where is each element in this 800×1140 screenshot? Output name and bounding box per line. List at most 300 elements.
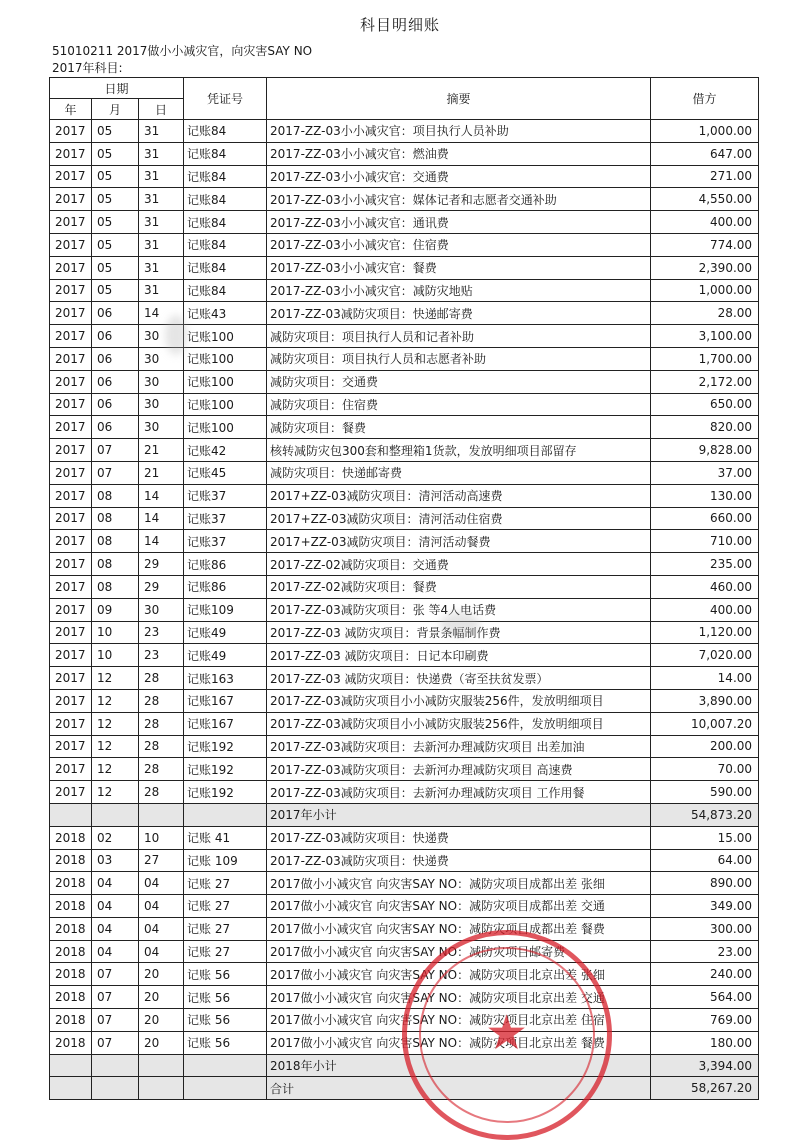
cell-month: 04 [92, 872, 139, 895]
cell-month: 05 [92, 165, 139, 188]
cell-summary: 减防灾项目：交通费 [267, 370, 651, 393]
cell-debit: 1,000.00 [651, 279, 759, 302]
cell-month: 09 [92, 598, 139, 621]
table-row [50, 461, 759, 484]
cell-voucher: 记账 56 [184, 1009, 267, 1032]
cell-debit: 235.00 [651, 553, 759, 576]
table-row [50, 325, 759, 348]
table-row [50, 530, 759, 553]
cell-day: 14 [139, 302, 184, 325]
table-row [50, 393, 759, 416]
table-row [50, 575, 759, 598]
cell-year: 2017 [50, 142, 92, 165]
cell-day: 04 [139, 917, 184, 940]
cell-summary: 2017-ZZ-03小小减灾官：减防灾地贴 [267, 279, 651, 302]
cell-debit: 70.00 [651, 758, 759, 781]
cell-month [92, 1054, 139, 1077]
cell-summary: 2017-ZZ-03小小减灾官：通讯费 [267, 211, 651, 234]
cell-year: 2017 [50, 439, 92, 462]
cell-summary: 2017-ZZ-03减防灾项目：去新河办理减防灾项目 出差加油 [267, 735, 651, 758]
cell-debit: 650.00 [651, 393, 759, 416]
cell-day: 20 [139, 963, 184, 986]
cell-debit: 271.00 [651, 165, 759, 188]
table-row [50, 165, 759, 188]
cell-summary: 合计 [267, 1077, 651, 1100]
cell-month: 05 [92, 188, 139, 211]
cell-summary: 2017-ZZ-03小小减灾官：媒体记者和志愿者交通补助 [267, 188, 651, 211]
header-summary: 摘要 [267, 78, 651, 120]
cell-debit: 54,873.20 [651, 803, 759, 826]
cell-voucher: 记账 56 [184, 963, 267, 986]
cell-month: 06 [92, 416, 139, 439]
cell-year: 2017 [50, 120, 92, 143]
page-title: 科目明细账 [359, 16, 440, 34]
cell-voucher: 记账167 [184, 712, 267, 735]
cell-month: 06 [92, 347, 139, 370]
cell-voucher: 记账 109 [184, 849, 267, 872]
cell-summary: 2017做小小减灾官 向灾害SAY NO：减防灾项目北京出差 交通 [267, 986, 651, 1009]
table-row [50, 484, 759, 507]
cell-year [50, 1077, 92, 1100]
cell-voucher: 记账49 [184, 644, 267, 667]
cell-debit: 2,390.00 [651, 256, 759, 279]
cell-year: 2018 [50, 826, 92, 849]
cell-year: 2017 [50, 689, 92, 712]
cell-month: 07 [92, 461, 139, 484]
cell-summary: 减防灾项目：项目执行人员和记者补助 [267, 325, 651, 348]
cell-month: 07 [92, 1009, 139, 1032]
cell-debit: 14.00 [651, 667, 759, 690]
cell-voucher: 记账 56 [184, 986, 267, 1009]
cell-day: 10 [139, 826, 184, 849]
cell-month: 07 [92, 986, 139, 1009]
cell-year: 2018 [50, 895, 92, 918]
cell-year: 2017 [50, 256, 92, 279]
cell-voucher: 记账84 [184, 256, 267, 279]
cell-voucher: 记账 27 [184, 895, 267, 918]
cell-month: 08 [92, 484, 139, 507]
table-row [50, 940, 759, 963]
cell-summary: 2017-ZZ-03减防灾项目：去新河办理减防灾项目 高速费 [267, 758, 651, 781]
total-row [50, 1077, 759, 1100]
cell-debit: 400.00 [651, 211, 759, 234]
cell-debit: 647.00 [651, 142, 759, 165]
cell-month: 08 [92, 530, 139, 553]
table-row [50, 689, 759, 712]
cell-month: 06 [92, 370, 139, 393]
cell-month: 06 [92, 302, 139, 325]
cell-day: 30 [139, 325, 184, 348]
cell-voucher: 记账109 [184, 598, 267, 621]
cell-month [92, 803, 139, 826]
cell-year: 2017 [50, 302, 92, 325]
cell-month: 12 [92, 735, 139, 758]
cell-year: 2017 [50, 575, 92, 598]
cell-summary: 减防灾项目：住宿费 [267, 393, 651, 416]
cell-month: 06 [92, 325, 139, 348]
cell-debit: 820.00 [651, 416, 759, 439]
red-seal-stamp [402, 930, 612, 1140]
cell-debit: 3,394.00 [651, 1054, 759, 1077]
cell-year: 2017 [50, 461, 92, 484]
table-row [50, 553, 759, 576]
cell-voucher: 记账45 [184, 461, 267, 484]
cell-summary: 2017-ZZ-02减防灾项目：餐费 [267, 575, 651, 598]
cell-day: 30 [139, 347, 184, 370]
cell-debit: 590.00 [651, 781, 759, 804]
cell-day: 31 [139, 279, 184, 302]
cell-day: 14 [139, 484, 184, 507]
cell-year: 2017 [50, 188, 92, 211]
cell-debit: 130.00 [651, 484, 759, 507]
cell-year [50, 1054, 92, 1077]
cell-year: 2018 [50, 1031, 92, 1054]
cell-summary: 2017-ZZ-03小小减灾官：餐费 [267, 256, 651, 279]
cell-day: 04 [139, 940, 184, 963]
cell-voucher: 记账84 [184, 188, 267, 211]
cell-voucher: 记账 27 [184, 872, 267, 895]
cell-day: 21 [139, 461, 184, 484]
cell-debit: 564.00 [651, 986, 759, 1009]
cell-debit: 9,828.00 [651, 439, 759, 462]
cell-voucher: 记账84 [184, 165, 267, 188]
cell-month: 07 [92, 439, 139, 462]
cell-day: 31 [139, 211, 184, 234]
cell-debit: 890.00 [651, 872, 759, 895]
cell-year: 2017 [50, 735, 92, 758]
table-row [50, 735, 759, 758]
cell-year: 2017 [50, 712, 92, 735]
cell-year: 2017 [50, 233, 92, 256]
cell-day: 21 [139, 439, 184, 462]
cell-voucher [184, 803, 267, 826]
cell-day: 31 [139, 142, 184, 165]
ledger-body [50, 120, 759, 1100]
cell-summary: 2017做小小减灾官 向灾害SAY NO：减防灾项目成都出差 张细 [267, 872, 651, 895]
cell-day: 04 [139, 872, 184, 895]
cell-debit: 4,550.00 [651, 188, 759, 211]
cell-day: 14 [139, 507, 184, 530]
cell-summary: 2017年小计 [267, 803, 651, 826]
cell-year: 2017 [50, 347, 92, 370]
cell-day [139, 1077, 184, 1100]
cell-summary: 2017做小小减灾官 向灾害SAY NO：减防灾项目成都出差 交通 [267, 895, 651, 918]
cell-summary: 2018年小计 [267, 1054, 651, 1077]
header-month: 月 [92, 99, 139, 120]
cell-day: 30 [139, 370, 184, 393]
cell-year: 2018 [50, 849, 92, 872]
cell-month [92, 1077, 139, 1100]
header-debit: 借方 [651, 78, 759, 120]
cell-debit: 300.00 [651, 917, 759, 940]
cell-voucher: 记账 27 [184, 940, 267, 963]
cell-day [139, 803, 184, 826]
cell-summary: 2017-ZZ-03减防灾项目：快递邮寄费 [267, 302, 651, 325]
cell-debit: 10,007.20 [651, 712, 759, 735]
cell-voucher: 记账49 [184, 621, 267, 644]
blur-mark [440, 612, 480, 636]
cell-day: 28 [139, 689, 184, 712]
cell-month: 12 [92, 758, 139, 781]
star-icon: ★ [485, 1005, 529, 1061]
cell-voucher: 记账100 [184, 370, 267, 393]
cell-month: 05 [92, 142, 139, 165]
cell-debit: 349.00 [651, 895, 759, 918]
cell-month: 07 [92, 963, 139, 986]
table-row [50, 142, 759, 165]
cell-year: 2017 [50, 507, 92, 530]
cell-summary: 2017-ZZ-03减防灾项目小小减防灾服装256件，发放明细项目 [267, 712, 651, 735]
cell-voucher: 记账192 [184, 735, 267, 758]
cell-year: 2018 [50, 872, 92, 895]
cell-month: 04 [92, 917, 139, 940]
table-row [50, 963, 759, 986]
table-row [50, 211, 759, 234]
cell-day: 30 [139, 598, 184, 621]
table-row [50, 986, 759, 1009]
cell-month: 05 [92, 233, 139, 256]
cell-debit: 460.00 [651, 575, 759, 598]
cell-day: 30 [139, 393, 184, 416]
table-row [50, 256, 759, 279]
cell-voucher: 记账84 [184, 142, 267, 165]
cell-month: 10 [92, 644, 139, 667]
cell-month: 08 [92, 553, 139, 576]
cell-voucher: 记账43 [184, 302, 267, 325]
cell-year: 2017 [50, 416, 92, 439]
cell-debit: 15.00 [651, 826, 759, 849]
cell-day: 28 [139, 735, 184, 758]
cell-summary: 2017-ZZ-03减防灾项目：去新河办理减防灾项目 工作用餐 [267, 781, 651, 804]
cell-summary: 2017-ZZ-02减防灾项目：交通费 [267, 553, 651, 576]
table-row [50, 507, 759, 530]
cell-voucher: 记账 27 [184, 917, 267, 940]
cell-voucher: 记账192 [184, 758, 267, 781]
cell-month: 05 [92, 279, 139, 302]
cell-summary: 减防灾项目：快递邮寄费 [267, 461, 651, 484]
table-row [50, 120, 759, 143]
cell-voucher: 记账84 [184, 279, 267, 302]
cell-voucher: 记账100 [184, 416, 267, 439]
cell-voucher: 记账37 [184, 530, 267, 553]
cell-month: 06 [92, 393, 139, 416]
subtotal-row [50, 803, 759, 826]
cell-debit: 58,267.20 [651, 1077, 759, 1100]
cell-month: 12 [92, 689, 139, 712]
ledger-table [49, 77, 759, 1100]
cell-debit: 180.00 [651, 1031, 759, 1054]
table-row [50, 826, 759, 849]
cell-day: 14 [139, 530, 184, 553]
cell-summary: 2017-ZZ-03减防灾项目：张 等4人电话费 [267, 598, 651, 621]
cell-day: 04 [139, 895, 184, 918]
cell-day: 30 [139, 416, 184, 439]
cell-day: 23 [139, 621, 184, 644]
cell-day [139, 1054, 184, 1077]
cell-year: 2018 [50, 940, 92, 963]
cell-debit: 200.00 [651, 735, 759, 758]
cell-voucher: 记账167 [184, 689, 267, 712]
table-row [50, 621, 759, 644]
cell-year: 2017 [50, 644, 92, 667]
cell-summary: 2017-ZZ-03 减防灾项目：背景条幅制作费 [267, 621, 651, 644]
cell-debit: 1,120.00 [651, 621, 759, 644]
table-row [50, 872, 759, 895]
cell-month: 05 [92, 256, 139, 279]
cell-summary: 减防灾项目：餐费 [267, 416, 651, 439]
cell-year: 2017 [50, 598, 92, 621]
cell-day: 31 [139, 256, 184, 279]
cell-voucher: 记账163 [184, 667, 267, 690]
cell-day: 29 [139, 575, 184, 598]
cell-debit: 37.00 [651, 461, 759, 484]
cell-year: 2017 [50, 211, 92, 234]
cell-month: 07 [92, 1031, 139, 1054]
cell-debit: 240.00 [651, 963, 759, 986]
cell-voucher: 记账37 [184, 507, 267, 530]
cell-voucher [184, 1077, 267, 1100]
table-row [50, 849, 759, 872]
header-date: 日期 [50, 78, 184, 99]
cell-summary: 2017做小小减灾官 向灾害SAY NO：减防灾项目北京出差 张细 [267, 963, 651, 986]
cell-debit: 3,100.00 [651, 325, 759, 348]
table-row [50, 895, 759, 918]
cell-voucher: 记账 56 [184, 1031, 267, 1054]
cell-voucher: 记账84 [184, 233, 267, 256]
cell-summary: 2017-ZZ-03小小减灾官：交通费 [267, 165, 651, 188]
cell-debit: 660.00 [651, 507, 759, 530]
cell-month: 05 [92, 211, 139, 234]
cell-year: 2017 [50, 484, 92, 507]
cell-summary: 2017-ZZ-03 减防灾项目：快递费（寄至扶贫发票） [267, 667, 651, 690]
cell-year: 2017 [50, 530, 92, 553]
header-row-1 [50, 78, 759, 99]
cell-month: 08 [92, 507, 139, 530]
cell-summary: 2017做小小减灾官 向灾害SAY NO：减防灾项目成都出差 餐费 [267, 917, 651, 940]
cell-year: 2018 [50, 986, 92, 1009]
cell-summary: 2017-ZZ-03小小减灾官：住宿费 [267, 233, 651, 256]
cell-month: 04 [92, 895, 139, 918]
cell-month: 04 [92, 940, 139, 963]
cell-debit: 1,000.00 [651, 120, 759, 143]
cell-summary: 2017做小小减灾官 向灾害SAY NO：减防灾项目北京出差 餐费 [267, 1031, 651, 1054]
header-voucher: 凭证号 [184, 78, 267, 120]
cell-voucher: 记账84 [184, 120, 267, 143]
cell-day: 23 [139, 644, 184, 667]
cell-debit: 64.00 [651, 849, 759, 872]
cell-summary: 2017+ZZ-03减防灾项目：清河活动餐费 [267, 530, 651, 553]
cell-month: 05 [92, 120, 139, 143]
table-row [50, 188, 759, 211]
table-row [50, 439, 759, 462]
cell-year: 2017 [50, 553, 92, 576]
table-row [50, 758, 759, 781]
table-row [50, 781, 759, 804]
cell-summary: 2017-ZZ-03 减防灾项目：日记本印刷费 [267, 644, 651, 667]
cell-day: 20 [139, 1009, 184, 1032]
cell-year: 2018 [50, 1009, 92, 1032]
table-row [50, 917, 759, 940]
cell-debit: 769.00 [651, 1009, 759, 1032]
table-row [50, 644, 759, 667]
cell-voucher: 记账 41 [184, 826, 267, 849]
cell-summary: 2017做小小减灾官 向灾害SAY NO：减防灾项目邮寄费 [267, 940, 651, 963]
cell-voucher: 记账37 [184, 484, 267, 507]
cell-month: 12 [92, 712, 139, 735]
cell-year: 2017 [50, 667, 92, 690]
cell-year: 2017 [50, 325, 92, 348]
cell-debit: 774.00 [651, 233, 759, 256]
table-row [50, 302, 759, 325]
cell-day: 28 [139, 667, 184, 690]
cell-day: 31 [139, 120, 184, 143]
cell-summary: 2017-ZZ-03小小减灾官：项目执行人员补助 [267, 120, 651, 143]
cell-month: 02 [92, 826, 139, 849]
cell-debit: 2,172.00 [651, 370, 759, 393]
blur-mark [165, 315, 187, 355]
table-row [50, 347, 759, 370]
cell-year: 2017 [50, 370, 92, 393]
cell-debit: 400.00 [651, 598, 759, 621]
cell-summary: 2017-ZZ-03减防灾项目：快递费 [267, 849, 651, 872]
cell-debit: 7,020.00 [651, 644, 759, 667]
cell-summary: 2017做小小减灾官 向灾害SAY NO：减防灾项目北京出差 住宿 [267, 1009, 651, 1032]
cell-summary: 核转减防灾包300套和整理箱1货款，发放明细项目部留存 [267, 439, 651, 462]
cell-summary: 减防灾项目：项目执行人员和志愿者补助 [267, 347, 651, 370]
cell-year: 2017 [50, 393, 92, 416]
header-year: 年 [50, 99, 92, 120]
cell-year [50, 803, 92, 826]
cell-day: 28 [139, 758, 184, 781]
table-row [50, 667, 759, 690]
cell-day: 28 [139, 712, 184, 735]
table-row [50, 712, 759, 735]
cell-year: 2018 [50, 917, 92, 940]
cell-day: 20 [139, 986, 184, 1009]
cell-month: 10 [92, 621, 139, 644]
table-row [50, 370, 759, 393]
cell-voucher: 记账192 [184, 781, 267, 804]
cell-year: 2017 [50, 165, 92, 188]
cell-summary: 2017+ZZ-03减防灾项目：清河活动高速费 [267, 484, 651, 507]
subject-line: 2017年科目: [52, 61, 123, 75]
table-row [50, 416, 759, 439]
cell-debit: 3,890.00 [651, 689, 759, 712]
cell-day: 29 [139, 553, 184, 576]
cell-day: 20 [139, 1031, 184, 1054]
cell-voucher: 记账100 [184, 347, 267, 370]
cell-day: 31 [139, 165, 184, 188]
cell-summary: 2017-ZZ-03减防灾项目：快递费 [267, 826, 651, 849]
cell-year: 2017 [50, 781, 92, 804]
cell-day: 27 [139, 849, 184, 872]
cell-debit: 710.00 [651, 530, 759, 553]
table-row [50, 279, 759, 302]
cell-year: 2018 [50, 963, 92, 986]
cell-voucher: 记账86 [184, 553, 267, 576]
cell-day: 28 [139, 781, 184, 804]
account-line: 51010211 2017做小小减灾官，向灾害SAY NO [52, 44, 313, 58]
cell-summary: 2017+ZZ-03减防灾项目：清河活动住宿费 [267, 507, 651, 530]
cell-month: 12 [92, 667, 139, 690]
cell-month: 08 [92, 575, 139, 598]
cell-voucher: 记账100 [184, 393, 267, 416]
cell-voucher [184, 1054, 267, 1077]
cell-summary: 2017-ZZ-03小小减灾官：燃油费 [267, 142, 651, 165]
cell-voucher: 记账84 [184, 211, 267, 234]
cell-voucher: 记账42 [184, 439, 267, 462]
cell-day: 31 [139, 233, 184, 256]
